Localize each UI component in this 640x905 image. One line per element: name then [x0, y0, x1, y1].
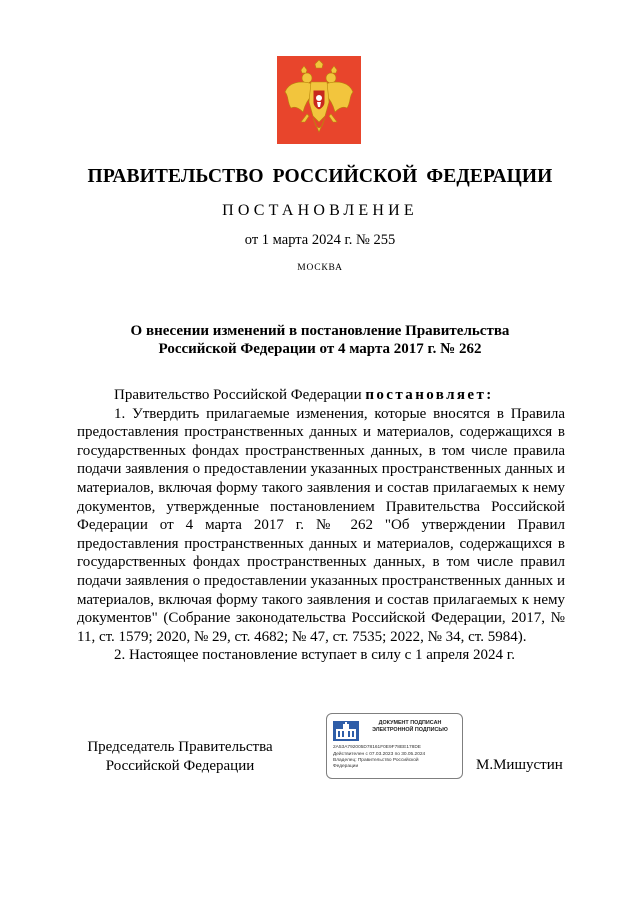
government-building-icon [333, 721, 359, 741]
electronic-signature-stamp [326, 713, 463, 779]
city: МОСКВА [297, 263, 343, 273]
document-body [77, 386, 565, 665]
government-title: ПРАВИТЕЛЬСТВО РОССИЙСКОЙ ФЕДЕРАЦИИ [87, 166, 553, 187]
stamp-validity: Действителен с 07.03.2023 по 30.05.2024 [333, 752, 426, 757]
stamp-owner-line-2: Федерации [333, 764, 359, 769]
intro-paragraph [77, 386, 565, 405]
date-and-number: от 1 марта 2024 г. № 255 [244, 232, 396, 248]
subject-line-1: О внесении изменений в постановление Правительства [130, 323, 510, 339]
double-headed-eagle-icon [277, 56, 361, 144]
signer-title [80, 738, 280, 776]
intro-prefix: Правительство Российской Федерации [114, 387, 362, 403]
stamp-heading-line-2: ЭЛЕКТРОННОЙ ПОДПИСЬЮ [372, 727, 448, 733]
signer-title-line-1: Председатель Правительства [87, 739, 273, 755]
signer-name: М.Мишустин [476, 757, 563, 773]
item-1-paragraph: 1. Утвердить прилагаемые изменения, которые вносятся в Правила предоставления пространственных данных и материалов, содержащихся в государственных фондах пространственных данных, в том числе правила подачи заявления о предоставлении указанных пространственных данных и материалов, включая форму такого заявления и состав прилагаемых к нему документов, утвержденные постановлением Правительства Российской Федерации от 4 марта 2017 г. № 262 "Об утверждении Правил предоставления пространственных данных и материалов, содержащихся в государственных фондах пространственных данных, в том числе правил подачи заявления о предоставлении указанных пространственных данных и материалов, включая форму такого заявления и состав прилагаемых к нему документов" (Собрание законодательства Российской Федерации, 2017, № 11, ст. 1579; 2020, № 29, ст. 4682; № 47, ст. 7535; 2022, № 34, ст. 5984). [77, 405, 565, 645]
item-2-paragraph: 2. Настоящее постановление вступает в силу с 1 апреля 2024 г. [114, 647, 516, 664]
stamp-certificate: 2A53A792005D78161F0E9F78EE178DE [333, 745, 422, 750]
signer-title-line-2: Российской Федерации [105, 758, 255, 774]
intro-resolves: постановляет: [365, 387, 494, 403]
stamp-owner-line-1: Владелец: Правительство Российской [333, 758, 419, 763]
subject-line-2: Российской Федерации от 4 марта 2017 г. № 262 [158, 341, 482, 357]
stamp-heading-line-1: ДОКУМЕНТ ПОДПИСАН [378, 720, 442, 726]
document-type: ПОСТАНОВЛЕНИЕ [222, 202, 418, 219]
document-subject [0, 322, 640, 358]
stamp-heading [361, 720, 459, 734]
coat-of-arms-icon [277, 56, 361, 144]
